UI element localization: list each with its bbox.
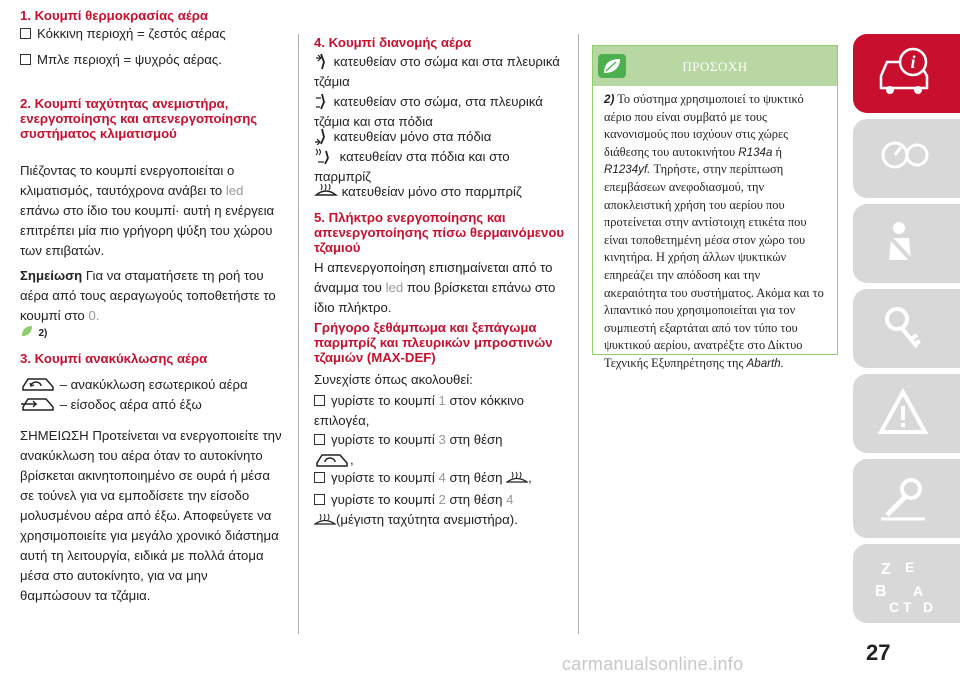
warning-header — [593, 46, 837, 86]
tab-warnings[interactable] — [853, 374, 960, 453]
key-start-icon — [875, 301, 935, 357]
recirculation-item: – ανακύκλωση εσωτερικού αέρα — [20, 373, 282, 395]
svg-text:D: D — [923, 599, 934, 615]
wrench-jack-icon — [875, 471, 935, 527]
section-1-title: 1. Κουμπί θερμοκρασίας αέρα — [20, 8, 209, 23]
step-item: γυρίστε το κουμπί 3 στη θέση , — [314, 430, 568, 470]
section-5-title: 5. Πλήκτρο ενεργοποίησης και απενεργοποίησης πίσω θερμαινόμενου τζαμιού — [314, 210, 565, 255]
section-6-title: Γρήγορο ξεθάμπωμα και ξεπάγωμα παρμπρίζ και πλευρικών μπροστινών τζαμιών (MAX-DEF) — [314, 320, 553, 365]
distribution-item: κατευθείαν μόνο στα πόδια — [314, 127, 568, 147]
svg-text:E: E — [905, 559, 915, 575]
step-item: γυρίστε το κουμπί 4 στη θέση , — [314, 468, 568, 488]
bullet-item: Κόκκινη περιοχή = ζεστός αέρας — [20, 24, 282, 44]
section-2-paragraph: Πιέζοντας το κουμπί ενεργοποιείται ο κλιματισμός, ταυτόχρονα ανάβει το led επάνω στο ίδιο του κουμπί· αυτή η ενέργεια επιτρέπει μία πιο γρήγορη ψύξη του χώρου των επιβατών. — [20, 163, 275, 258]
section-5-paragraph: Η απενεργοποίηση επισημαίνεται από το άναμμα του led που βρίσκεται επάνω στο ίδιο πλήκτρο. — [314, 260, 556, 315]
air-to-windscreen-icon — [314, 182, 338, 200]
warning-box — [592, 45, 838, 370]
warning-triangle-icon — [875, 386, 935, 442]
outside-air-item: – είσοδος αέρα από έξω — [20, 393, 282, 415]
bullet-square-icon — [314, 472, 325, 483]
air-to-face-icon — [314, 52, 330, 70]
tab-safety[interactable] — [853, 204, 960, 283]
svg-text:T: T — [903, 599, 912, 615]
outside-air-icon — [20, 393, 56, 413]
air-to-feet-icon — [314, 127, 330, 145]
bullet-item: Μπλε περιοχή = ψυχρός αέρας. — [20, 50, 282, 70]
svg-text:C: C — [889, 599, 900, 615]
svg-text:i: i — [910, 52, 916, 72]
watermark: carmanualsonline.info — [562, 654, 744, 674]
bullet-square-icon — [314, 395, 325, 406]
svg-text:Z: Z — [881, 561, 891, 578]
note-paragraph: Σημείωση Για να σταματήσετε τη ροή του αέρα από τους αεραγωγούς τοποθετήστε το κουμπί στο 0. — [20, 268, 276, 323]
distribution-item: κατευθείαν στο σώμα και στα πλευρικά τζάμια — [314, 54, 560, 89]
warning-leaf-icon — [20, 324, 34, 338]
air-to-windscreen-icon — [506, 470, 528, 486]
bullet-square-icon — [20, 54, 31, 65]
distribution-item: κατευθείαν στα πόδια και στο παρμπρίζ — [314, 149, 510, 184]
column-divider — [578, 34, 579, 634]
section-6-intro: Συνεχίστε όπως ακολουθεί: — [314, 372, 473, 387]
warning-title: ΠΡΟΣΟΧΗ — [682, 59, 748, 74]
svg-text:B: B — [875, 583, 887, 600]
page-number: 27 — [866, 640, 891, 665]
info-icon — [875, 46, 935, 102]
alphabetical-index-icon — [875, 556, 945, 616]
tab-start-driving[interactable] — [853, 289, 960, 368]
car-dashboard-icon — [875, 131, 935, 187]
warning-reference: 2) — [20, 324, 47, 343]
column-divider — [298, 34, 299, 634]
svg-text:A: A — [913, 583, 924, 599]
step-item: γυρίστε το κουμπί 1 στον κόκκινο επιλογέα, — [314, 393, 525, 428]
section-3-title: 3. Κουμπί ανακύκλωσης αέρα — [20, 351, 208, 366]
recirculation-icon — [20, 373, 56, 393]
section-4-title: 4. Κουμπί διανομής αέρα — [314, 35, 472, 50]
tab-dashboard[interactable] — [853, 119, 960, 198]
step-item: γυρίστε το κουμπί 2 στη θέση 4 (μέγιστη ταχύτητα ανεμιστήρα). — [314, 490, 568, 530]
air-to-windscreen-icon — [314, 512, 336, 528]
bullet-square-icon — [314, 494, 325, 505]
bullet-square-icon — [314, 434, 325, 445]
tab-index[interactable] — [853, 544, 960, 623]
recirculation-icon — [314, 450, 350, 468]
bullet-square-icon — [20, 28, 31, 39]
recirculation-note: ΣΗΜΕΙΩΣΗ Προτείνεται να ενεργοποιείτε την ανακύκλωση του αέρα όταν το αυτοκίνητο βρίσκεται ακινητοποιημένο σε ουρά ή μέσα σε τούνελ για να εμποδίσετε την είσοδο μολυσμένου αέρα από έξω. Αποφεύγετε να χρησιμοποιείτε για μεγάλο χρονικό διάστημα αυτή τη λειτουργία, ειδικά με πολλά άτομα μέσα στο αυτοκίνητο, για να μην θαμπώσουν τα τζάμια. — [20, 428, 282, 603]
tab-emergency[interactable] — [853, 459, 960, 538]
section-2-title: 2. Κουμπί ταχύτητας ανεμιστήρα, ενεργοποίησης και απενεργοποίησης συστήματος κλιματισμού — [20, 96, 258, 141]
seatbelt-airbag-icon — [875, 216, 935, 272]
tab-info[interactable] — [853, 34, 960, 113]
distribution-item: κατευθείαν στο σώμα, στα πλευρικά τζάμια και στα πόδια — [314, 94, 543, 129]
air-to-face-feet-icon — [314, 92, 330, 110]
warning-text: 2) Το σύστημα χρησιμοποιεί το ψυκτικό αέριο που είναι συμβατό με τους κανονισμούς που ισχύουν στις χώρες διάθεσης του αυτοκινήτου R134a ή R1234yf. Τηρήστε, στην περίπτωση επεμβάσεων ανεφοδιασμού, την αποκλειστική χρήση του αερίου που προτείνεται στην αντίστοιχη ετικέτα που είναι τοποθετημένη μέσα στον χώρο του κινητήρα. Η χρήση άλλων ψυκτικών επηρεάζει την απόδοση και την ακεραιότητα του συστήματος. Ακόμα και το λιπαντικό που χρησιμοποιείται για τον συμπιεστή εξαρτάται από τον τύπο του ψυκτικού αερίου, ανατρέξτε στο Δίκτυο Τεχνικής Εξυπηρέτησης της Abarth. — [604, 92, 824, 370]
distribution-item: κατευθείαν μόνο στο παρμπρίζ — [314, 182, 568, 202]
air-to-feet-windscreen-icon — [314, 147, 336, 165]
